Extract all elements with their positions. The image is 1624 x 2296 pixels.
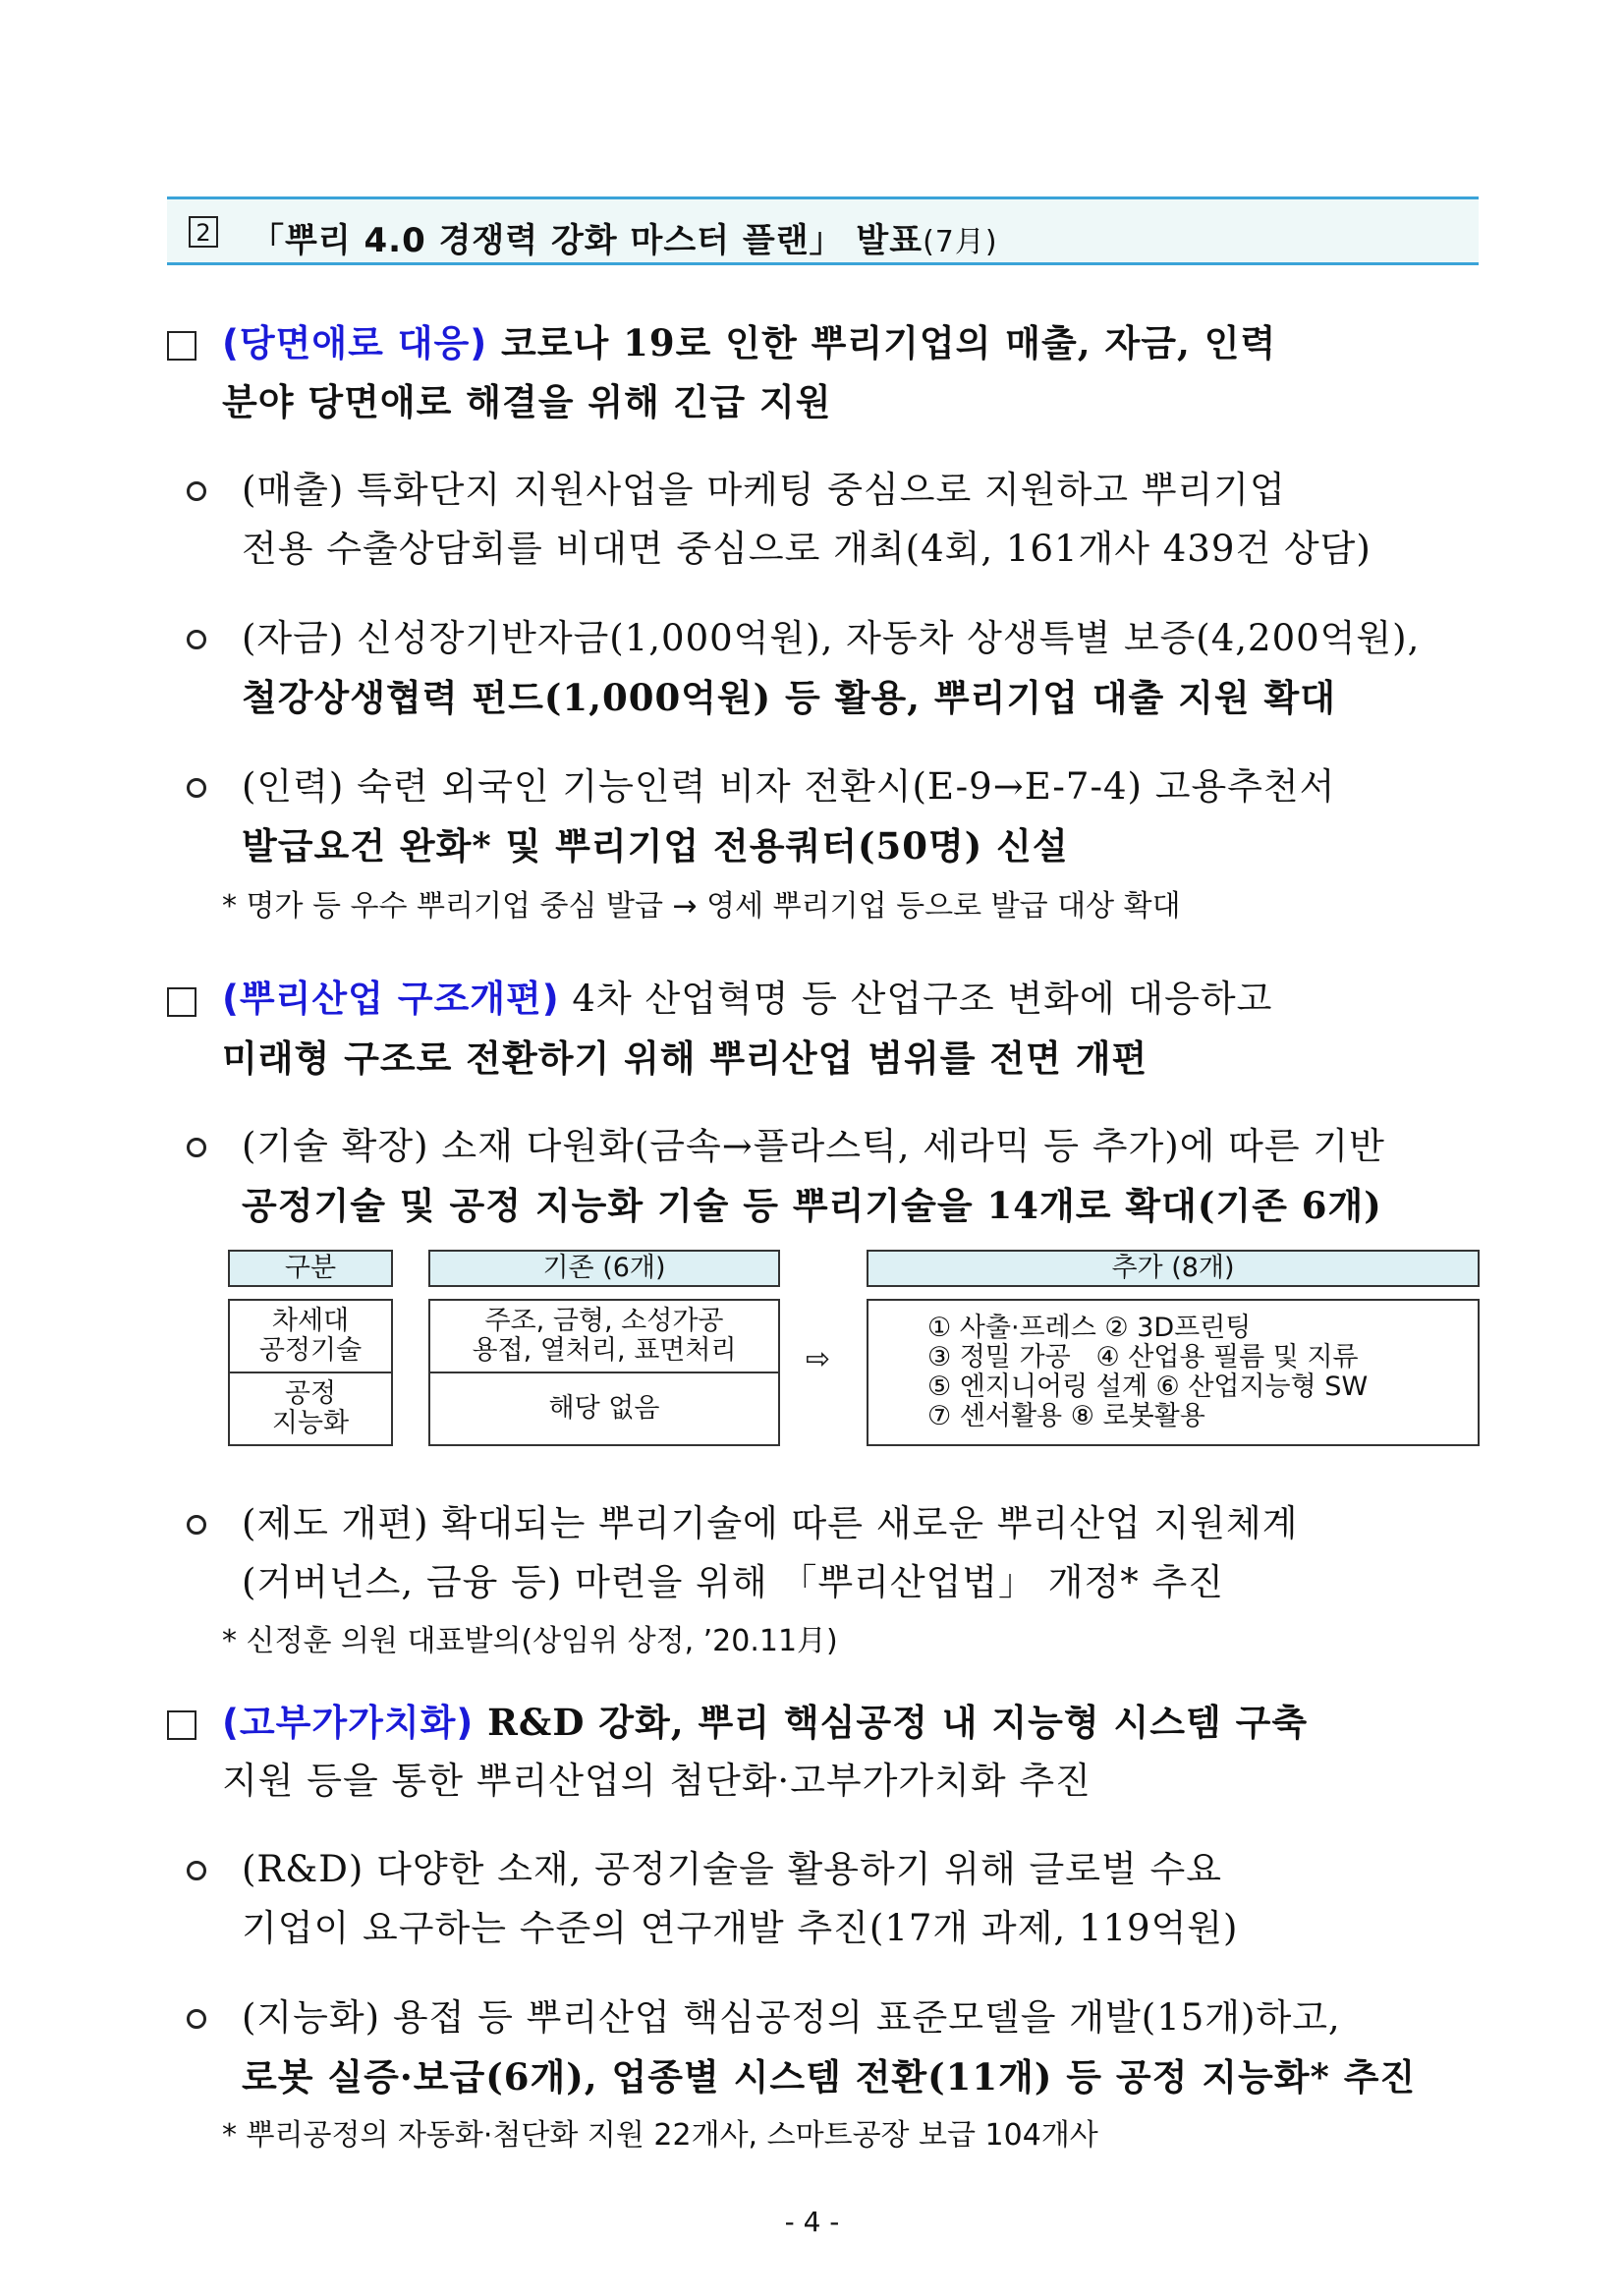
- sec2-bullet1-line1: (기술 확장) 소재 다원화(금속→플라스틱, 세라믹 등 추가)에 따른 기반: [242, 1125, 1385, 1167]
- checkbox-marker: [167, 331, 196, 361]
- table-header-existing: 기존 (6개): [428, 1250, 780, 1287]
- checkbox-marker: [167, 1710, 196, 1740]
- sec1-line2: 분야 당면애로 해결을 위해 긴급 지원: [222, 380, 832, 423]
- sec3-line1: (고부가가치화) R&D 강화, 뿌리 핵심공정 내 지능형 시스템 구축: [222, 1701, 1309, 1744]
- sec1-footnote: * 명가 등 우수 뿌리기업 중심 발급 → 영세 뿌리기업 등으로 발급 대상 확대: [222, 889, 1181, 924]
- sec1-bullet3-line1: (인력) 숙련 외국인 기능인력 비자 전환시(E-9→E-7-4) 고용추천서: [242, 765, 1336, 808]
- table-cell-added: ① 사출·프레스 ② 3D프린팅 ③ 정밀 가공 ④ 산업용 필름 및 지류 ⑤ 엔지니어링 설계 ⑥ 산업지능형 SW ⑦ 센서활용 ⑧ 로봇활용: [867, 1299, 1480, 1446]
- sec2-footnote: * 신정훈 의원 대표발의(상임위 상정, ’20.11月): [222, 1624, 838, 1658]
- sec1-bullet3-line2: 발급요건 완화* 및 뿌리기업 전용쿼터(50명) 신설: [242, 824, 1069, 868]
- table-cell-existing: 해당 없음: [428, 1372, 780, 1446]
- bullet-circle: [187, 1861, 206, 1880]
- table-cell-category: 공정 지능화: [228, 1372, 393, 1446]
- section-heading: [167, 196, 1479, 265]
- sec2-line2: 미래형 구조로 전환하기 위해 뿌리산업 범위를 전면 개편: [222, 1036, 1148, 1080]
- sec3-bullet1-line2: 기업이 요구하는 수준의 연구개발 추진(17개 과제, 119억원): [242, 1907, 1239, 1949]
- sec2-bullet2-line1: (제도 개편) 확대되는 뿌리기술에 따른 새로운 뿌리산업 지원체계: [242, 1502, 1299, 1544]
- bullet-circle: [187, 778, 206, 798]
- sec1-bullet2-line1: (자금) 신성장기반자금(1,000억원), 자동차 상생특별 보증(4,200억원),: [242, 617, 1421, 659]
- heading-number: 2: [189, 216, 218, 248]
- sec3-bullet2-line1: (지능화) 용접 등 뿌리산업 핵심공정의 표준모델을 개발(15개)하고,: [242, 1996, 1341, 2039]
- sec3-footnote: * 뿌리공정의 자동화·첨단화 지원 22개사, 스마트공장 보급 104개사: [222, 2118, 1098, 2153]
- sec2-bullet1-line2: 공정기술 및 공정 지능화 기술 등 뿌리기술을 14개로 확대(기존 6개): [242, 1184, 1382, 1227]
- sec1-line1: (당면애로 대응) 코로나 19로 인한 뿌리기업의 매출, 자금, 인력: [222, 321, 1277, 364]
- sec2-bullet2-line2: (거버넌스, 금융 등) 마련을 위해 「뿌리산업법」 개정* 추진: [242, 1561, 1225, 1603]
- bullet-circle: [187, 481, 206, 501]
- bullet-circle: [187, 1138, 206, 1157]
- sec3-line2: 지원 등을 통한 뿌리산업의 첨단화·고부가가치화 추진: [222, 1760, 1092, 1802]
- bullet-circle: [187, 630, 206, 649]
- sec1-bullet1-line2: 전용 수출상담회를 비대면 중심으로 개최(4회, 161개사 439건 상담): [242, 528, 1372, 570]
- bullet-circle: [187, 1515, 206, 1535]
- bullet-circle: [187, 2009, 206, 2029]
- table-cell-existing: 주조, 금형, 소성가공 용접, 열처리, 표면처리: [428, 1299, 780, 1373]
- sec3-bullet2-line2: 로봇 실증·보급(6개), 업종별 시스템 전환(11개) 등 공정 지능화* 추진: [242, 2055, 1417, 2099]
- sec3-bullet1-line1: (R&D) 다양한 소재, 공정기술을 활용하기 위해 글로벌 수요: [242, 1848, 1222, 1890]
- sec1-bullet2-line2: 철강상생협력 펀드(1,000억원) 등 활용, 뿌리기업 대출 지원 확대: [242, 676, 1336, 719]
- page-number: - 4 -: [784, 2206, 840, 2238]
- table-cell-category: 차세대 공정기술: [228, 1299, 393, 1373]
- checkbox-marker: [167, 987, 196, 1017]
- table-header-added: 추가 (8개): [867, 1250, 1480, 1287]
- sec1-bullet1-line1: (매출) 특화단지 지원사업을 마케팅 중심으로 지원하고 뿌리기업: [242, 469, 1286, 511]
- table-header-category: 구분: [228, 1250, 393, 1287]
- arrow-icon: ⇨: [806, 1342, 831, 1376]
- heading-title: 「뿌리 4.0 경쟁력 강화 마스터 플랜」 발표(7月): [251, 221, 998, 260]
- sec2-line1: (뿌리산업 구조개편) 4차 산업혁명 등 산업구조 변화에 대응하고: [222, 978, 1273, 1020]
